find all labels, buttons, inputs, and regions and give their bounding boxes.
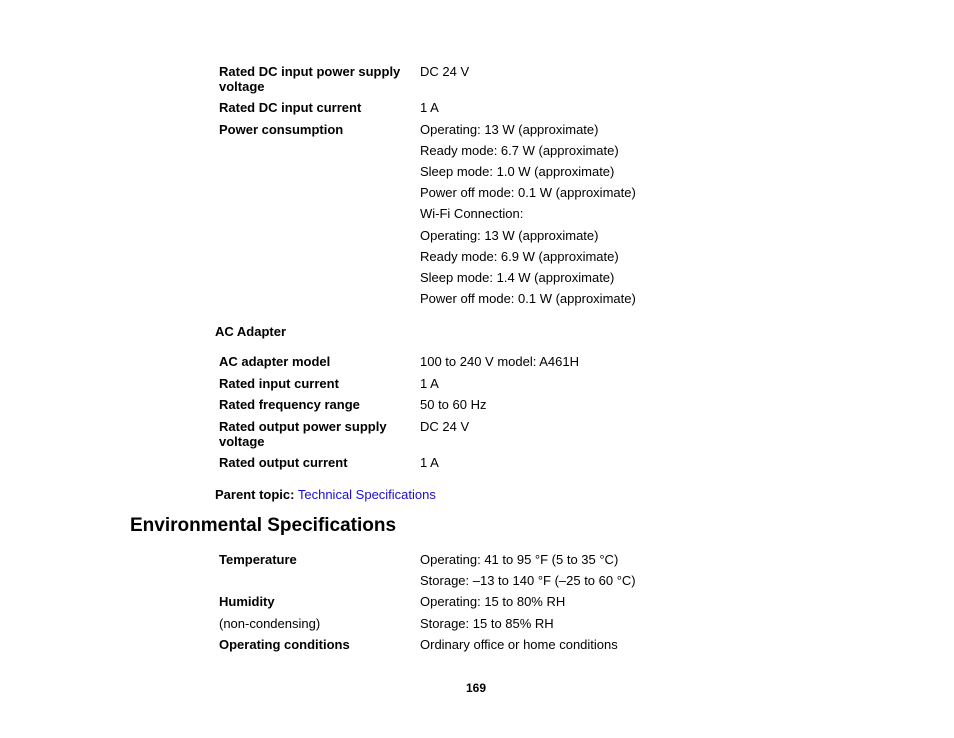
ac-adapter-heading: AC Adapter xyxy=(215,324,287,339)
spec-value: Storage: 15 to 85% RH xyxy=(420,616,554,631)
spec-label: Power consumption xyxy=(219,122,344,137)
spec-label: Rated DC input power supply voltage xyxy=(219,64,401,94)
spec-value: 100 to 240 V model: A461H xyxy=(420,354,580,369)
spec-label: AC adapter model xyxy=(219,354,331,369)
spec-label: Operating conditions xyxy=(219,637,350,652)
spec-value: Wi-Fi Connection: xyxy=(420,206,524,221)
spec-value: Ordinary office or home conditions xyxy=(420,637,618,652)
spec-value: Storage: –13 to 140 °F (–25 to 60 °C) xyxy=(420,573,636,588)
spec-value: Power off mode: 0.1 W (approximate) xyxy=(420,291,636,306)
spec-label: Rated frequency range xyxy=(219,397,360,412)
parent-topic xyxy=(215,487,436,502)
spec-value: 1 A xyxy=(420,455,439,470)
spec-label: Rated DC input current xyxy=(219,100,362,115)
environmental-heading: Environmental Specifications xyxy=(130,515,397,536)
spec-value: 1 A xyxy=(420,100,439,115)
spec-value: DC 24 V xyxy=(420,419,470,434)
parent-topic-label: Parent topic: xyxy=(215,487,295,502)
spec-label: Rated output power supply voltage xyxy=(219,419,387,449)
spec-value: Sleep mode: 1.0 W (approximate) xyxy=(420,164,615,179)
technical-specifications-link[interactable]: Technical Specifications xyxy=(297,487,436,502)
spec-label: Humidity xyxy=(219,594,275,609)
spec-label: Rated output current xyxy=(219,455,348,470)
spec-value: Power off mode: 0.1 W (approximate) xyxy=(420,185,636,200)
spec-value: Operating: 41 to 95 °F (5 to 35 °C) xyxy=(420,552,619,567)
spec-value: 50 to 60 Hz xyxy=(420,397,487,412)
spec-value: Operating: 13 W (approximate) xyxy=(420,228,599,243)
spec-label: Temperature xyxy=(219,552,297,567)
spec-value: Sleep mode: 1.4 W (approximate) xyxy=(420,270,615,285)
spec-value: Operating: 15 to 80% RH xyxy=(420,594,566,609)
spec-value: Operating: 13 W (approximate) xyxy=(420,122,599,137)
spec-value: DC 24 V xyxy=(420,64,470,79)
spec-value: Ready mode: 6.7 W (approximate) xyxy=(420,143,619,158)
spec-value: 1 A xyxy=(420,376,439,391)
spec-label: (non-condensing) xyxy=(219,616,321,631)
spec-value: Ready mode: 6.9 W (approximate) xyxy=(420,249,619,264)
page-number: 169 xyxy=(466,681,487,695)
spec-label: Rated input current xyxy=(219,376,339,391)
